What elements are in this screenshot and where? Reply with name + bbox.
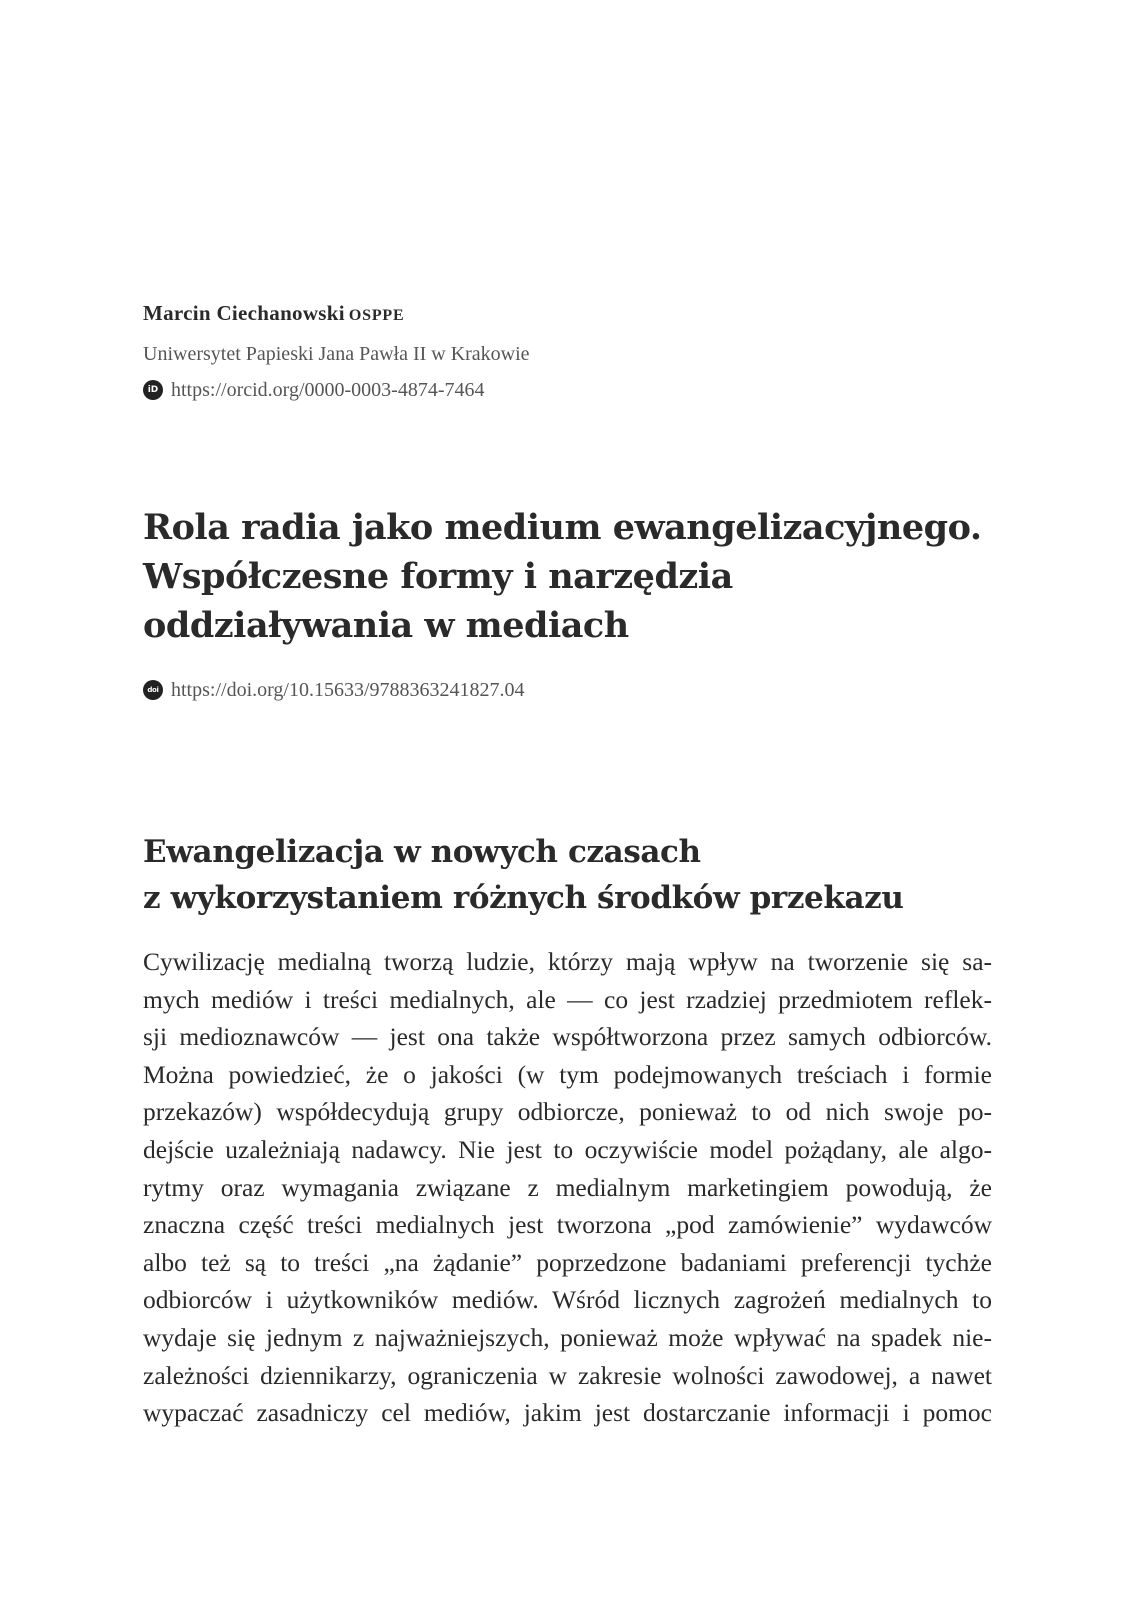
body-line: sji medioznawców — jest ona także współtworzona przez samych odbiorców.	[143, 1022, 992, 1052]
author-name-text: Marcin Ciechanowski	[143, 301, 345, 325]
section-heading-line-2: z wykorzystaniem różnych środków przekazu	[143, 880, 904, 916]
doi-block	[143, 677, 843, 703]
body-line: zależności dziennikarzy, ograniczenia w zakresie wolności zawodowej, a nawet	[143, 1360, 992, 1390]
article-title	[143, 503, 1023, 650]
body-line: mych mediów i treści medialnych, ale — co jest rzadziej przedmiotem reflek-	[143, 984, 992, 1014]
doi-icon: doi	[143, 680, 163, 700]
author-block	[143, 300, 843, 403]
body-line: rytmy oraz wymagania związane z medialnym marketingiem powodują, że	[143, 1172, 992, 1202]
article-title-line-2: Współczesne formy i narzędzia	[143, 556, 733, 597]
section-heading-line-1: Ewangelizacja w nowych czasach	[143, 834, 701, 870]
article-title-line-3: oddziaływania w mediach	[143, 605, 629, 646]
article-title-line-1: Rola radia jako medium ewangelizacyjnego.	[143, 507, 982, 548]
body-line: wydaje się jednym z najważniejszych, ponieważ może wpływać na spadek nie-	[143, 1322, 992, 1352]
orcid-line	[143, 377, 843, 403]
author-name	[143, 300, 843, 329]
doi-link[interactable]: https://doi.org/10.15633/9788363241827.04	[171, 679, 525, 701]
body-paragraph	[143, 943, 992, 1432]
body-line: znaczna część treści medialnych jest tworzona „pod zamówienie” wydawców	[143, 1210, 992, 1240]
author-affiliation: Uniwersytet Papieski Jana Pawła II w Krakowie	[143, 343, 530, 365]
body-line: albo też są to treści „na żądanie” poprzedzone badaniami preferencji tychże	[143, 1247, 992, 1277]
orcid-link[interactable]: https://orcid.org/0000-0003-4874-7464	[171, 379, 485, 401]
orcid-icon: iD	[143, 380, 163, 400]
author-order-suffix: OSPPE	[348, 307, 405, 324]
body-line: przekazów) współdecydują grupy odbiorcze, ponieważ to od nich swoje po-	[143, 1097, 992, 1127]
body-line: dejście uzależniają nadawcy. Nie jest to oczywiście model pożądany, ale algo-	[143, 1134, 992, 1164]
body-line: odbiorców i użytkowników mediów. Wśród licznych zagrożeń medialnych to	[143, 1285, 992, 1315]
body-line: wypaczać zasadniczy cel mediów, jakim jest dostarczanie informacji i pomoc	[143, 1398, 992, 1428]
body-line: Można powiedzieć, że o jakości (w tym podejmowanych treściach i formie	[143, 1059, 992, 1089]
doi-line	[143, 677, 843, 703]
body-line: Cywilizację medialną tworzą ludzie, którzy mają wpływ na tworzenie się sa-	[143, 947, 992, 976]
section-heading	[143, 829, 1023, 921]
